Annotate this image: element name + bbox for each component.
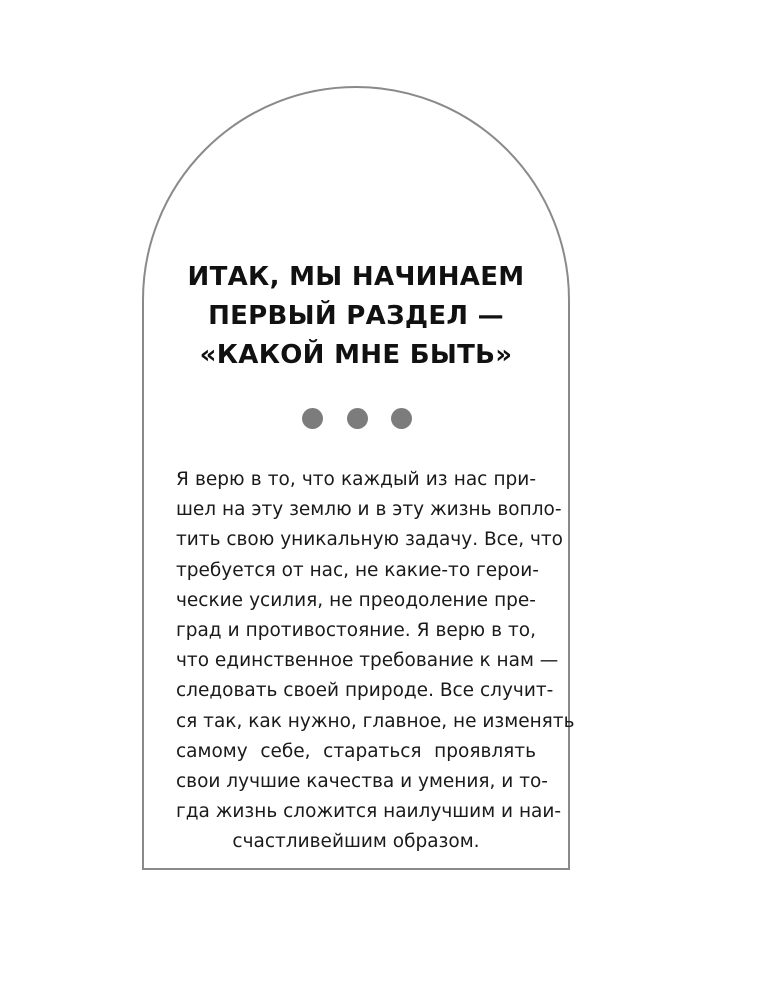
paragraph-line: самому себе, стараться проявлять: [176, 740, 536, 762]
paragraph-line: свои лучшие качества и умения, и то-: [176, 771, 548, 793]
section-heading: [142, 258, 570, 375]
paragraph-line: тить свою уникальную задачу. Все, что: [176, 529, 563, 551]
heading-line: ПЕРВЫЙ РАЗДЕЛ —: [208, 301, 504, 331]
heading-line: «КАКОЙ МНЕ БЫТЬ»: [199, 340, 513, 370]
dot-ornament: [302, 408, 323, 429]
paragraph-line: требуется от нас, не какие-то герои-: [176, 559, 539, 581]
paragraph-line: гда жизнь сложится наилучшим и наи-: [176, 801, 562, 823]
ornament-dots: [302, 408, 412, 430]
dot-ornament: [391, 408, 412, 429]
paragraph-line: град и противостояние. Я верю в то,: [176, 620, 536, 642]
paragraph-line: ческие усилия, не преодоление пре-: [176, 589, 536, 611]
paragraph-line: что единственное требование к нам —: [176, 650, 559, 672]
paragraph-line: счастливейшим образом.: [232, 831, 480, 853]
paragraph-line: Я верю в то, что каждый из нас при-: [176, 469, 536, 490]
heading-line: ИТАК, МЫ НАЧИНАЕМ: [187, 262, 525, 292]
body-paragraph: [176, 465, 575, 858]
paragraph-line: шел на эту землю и в эту жизнь вопло-: [176, 499, 562, 521]
paragraph-line: следовать своей природе. Все случит-: [176, 680, 554, 702]
dot-ornament: [347, 408, 368, 429]
paragraph-line: ся так, как нужно, главное, не изменять: [176, 710, 575, 732]
